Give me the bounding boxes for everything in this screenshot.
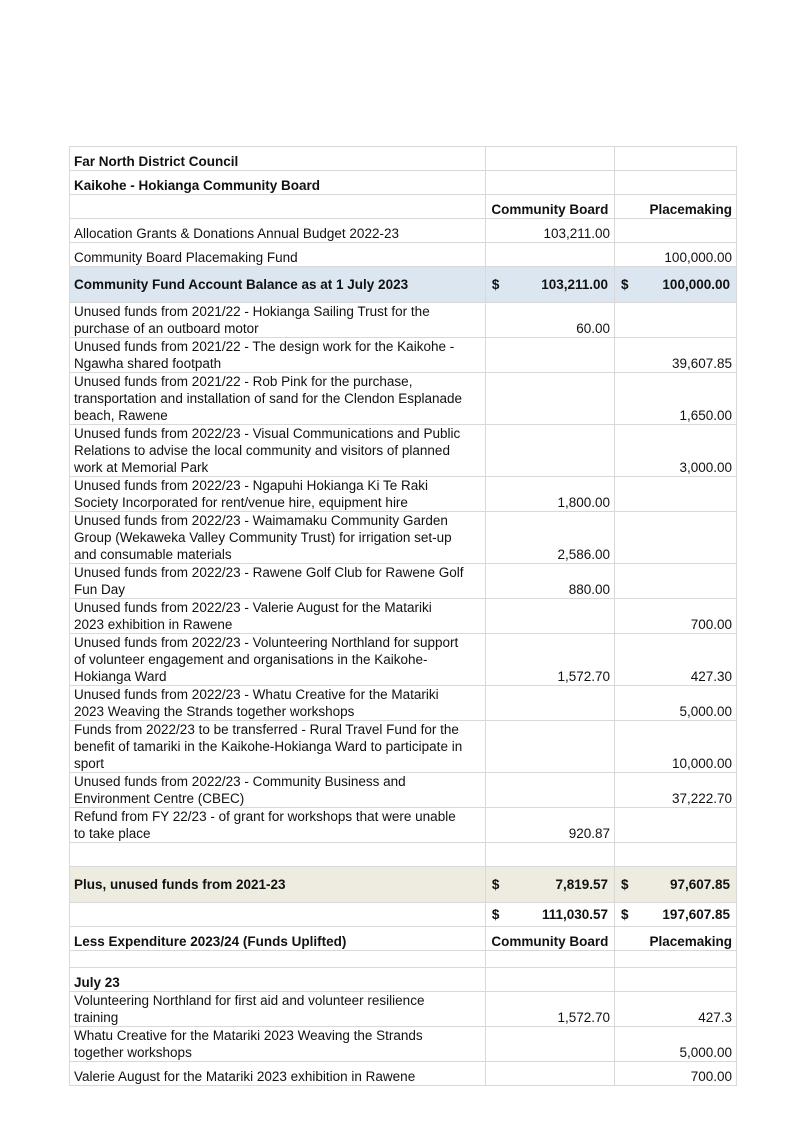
row-label: Unused funds from 2021/22 - Rob Pink for the purchase, transportation and installation of sand for the Clendon Esplanade beach, Rawene	[70, 373, 486, 425]
table-row	[70, 808, 737, 843]
row-label: Volunteering Northland for first aid and volunteer resilience training	[70, 992, 486, 1027]
cb-value: 880.00	[485, 564, 614, 599]
plus-unused-row	[70, 867, 737, 903]
table-row	[70, 634, 737, 686]
row-label: Unused funds from 2022/23 - Whatu Creative for the Matariki 2023 Weaving the Strands together workshops	[70, 686, 486, 721]
community-fund-table	[69, 146, 737, 1086]
pm-value: 39,607.85	[615, 338, 737, 373]
pm-value	[615, 808, 737, 843]
plus-unused-pm: 97,607.85	[669, 877, 730, 892]
balance-cb: 103,211.00	[541, 277, 609, 292]
pm-value: 3,000.00	[615, 425, 737, 477]
row-label: Refund from FY 22/23 - of grant for workshops that were unable to take place	[70, 808, 486, 843]
cb-value: 2,586.00	[485, 512, 614, 564]
pm-value	[615, 564, 737, 599]
row-label: Valerie August for the Matariki 2023 exhibition in Rawene	[70, 1062, 486, 1086]
plus-unused-label: Plus, unused funds from 2021-23	[70, 867, 486, 903]
pm-value: 427.30	[615, 634, 737, 686]
month-label: July 23	[70, 968, 486, 992]
row-label: Unused funds from 2022/23 - Visual Communications and Public Relations to advise the local community and visitors of planned work at Memorial Park	[70, 425, 486, 477]
table-row	[70, 171, 737, 195]
row-label: Unused funds from 2022/23 - Community Business and Environment Centre (CBEC)	[70, 773, 486, 808]
row-label: Unused funds from 2022/23 - Valerie August for the Matariki 2023 exhibition in Rawene	[70, 599, 486, 634]
pm-value: 10,000.00	[615, 721, 737, 773]
column-header-community-board: Community Board	[485, 195, 614, 219]
row-label: Unused funds from 2022/23 - Volunteering Northland for support of volunteer engagement and organisations in the Kaikohe- Hokianga Ward	[70, 634, 486, 686]
pm-value: 700.00	[615, 1062, 737, 1086]
table-row	[70, 147, 737, 171]
currency-symbol: $	[491, 277, 500, 292]
cb-value: 1,572.70	[485, 634, 614, 686]
cb-value	[485, 599, 614, 634]
expenditure-header-row	[70, 927, 737, 951]
row-label: Unused funds from 2022/23 - Ngapuhi Hokianga Ki Te Raki Society Incorporated for rent/venue hire, equipment hire	[70, 477, 486, 512]
balance-row	[70, 267, 737, 303]
cb-value	[485, 425, 614, 477]
pm-value	[615, 512, 737, 564]
plus-unused-cb: 7,819.57	[555, 877, 609, 892]
table-row	[70, 373, 737, 425]
pm-value	[615, 303, 737, 338]
pm-value: 37,222.70	[615, 773, 737, 808]
table-row	[70, 477, 737, 512]
row-label: Unused funds from 2022/23 - Rawene Golf Club for Rawene Golf Fun Day	[70, 564, 486, 599]
pm-value: 1,650.00	[615, 373, 737, 425]
table-row	[70, 243, 737, 267]
pm-value: 700.00	[615, 599, 737, 634]
table-row	[70, 721, 737, 773]
row-label: Whatu Creative for the Matariki 2023 Weaving the Strands together workshops	[70, 1027, 486, 1062]
cb-value: 60.00	[485, 303, 614, 338]
council-name: Far North District Council	[70, 147, 486, 171]
table-row	[70, 1027, 737, 1062]
balance-pm: 100,000.00	[662, 277, 730, 292]
table-row	[70, 425, 737, 477]
pm-value: 100,000.00	[615, 243, 737, 267]
cb-value: 1,572.70	[485, 992, 614, 1027]
cb-value	[485, 721, 614, 773]
table-row	[70, 303, 737, 338]
total-pm: 197,607.85	[662, 907, 730, 922]
row-label: Unused funds from 2021/22 - The design work for the Kaikohe - Ngawha shared footpath	[70, 338, 486, 373]
total-cb: 111,030.57	[541, 907, 609, 922]
currency-symbol: $	[491, 877, 500, 892]
pm-value: 5,000.00	[615, 1027, 737, 1062]
column-header-placemaking: Placemaking	[615, 195, 737, 219]
spacer-row	[70, 951, 737, 968]
currency-symbol: $	[491, 907, 500, 922]
cb-value	[485, 686, 614, 721]
row-label: Unused funds from 2022/23 - Waimamaku Community Garden Group (Wekaweka Valley Community Trust) for irrigation set-up and consumable materials	[70, 512, 486, 564]
month-row	[70, 968, 737, 992]
cb-value	[485, 243, 614, 267]
cb-value	[485, 773, 614, 808]
column-header-row	[70, 195, 737, 219]
table-row	[70, 773, 737, 808]
row-label: Allocation Grants & Donations Annual Budget 2022-23	[70, 219, 486, 243]
pm-value	[615, 219, 737, 243]
totals-row	[70, 903, 737, 927]
cb-value: 103,211.00	[485, 219, 614, 243]
column-header-community-board: Community Board	[485, 927, 614, 951]
table-row	[70, 686, 737, 721]
pm-value: 5,000.00	[615, 686, 737, 721]
row-label: Funds from 2022/23 to be transferred - Rural Travel Fund for the benefit of tamariki in the Kaikohe-Hokianga Ward to participate in sport	[70, 721, 486, 773]
currency-symbol: $	[621, 877, 629, 892]
column-header-placemaking: Placemaking	[615, 927, 737, 951]
table-row	[70, 599, 737, 634]
balance-label: Community Fund Account Balance as at 1 July 2023	[70, 267, 486, 303]
row-label: Community Board Placemaking Fund	[70, 243, 486, 267]
table-row	[70, 512, 737, 564]
cb-value	[485, 1062, 614, 1086]
currency-symbol: $	[621, 277, 629, 292]
cb-value	[485, 373, 614, 425]
table-row	[70, 1062, 737, 1086]
table-row	[70, 564, 737, 599]
row-label: Unused funds from 2021/22 - Hokianga Sailing Trust for the purchase of an outboard motor	[70, 303, 486, 338]
pm-value	[615, 477, 737, 512]
board-name: Kaikohe - Hokianga Community Board	[70, 171, 486, 195]
cb-value	[485, 1027, 614, 1062]
table-row	[70, 219, 737, 243]
table-row	[70, 992, 737, 1027]
cb-value: 920.87	[485, 808, 614, 843]
table-row	[70, 338, 737, 373]
expenditure-title: Less Expenditure 2023/24 (Funds Uplifted)	[70, 927, 486, 951]
spacer-row	[70, 843, 737, 867]
cb-value	[485, 338, 614, 373]
currency-symbol: $	[621, 907, 629, 922]
pm-value: 427.3	[615, 992, 737, 1027]
cb-value: 1,800.00	[485, 477, 614, 512]
